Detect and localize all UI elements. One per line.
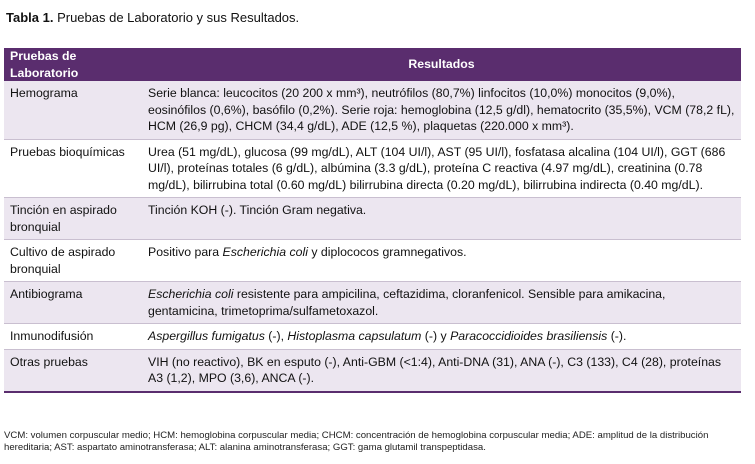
table-row [4,349,741,392]
table-row [4,139,741,198]
caption-label: Tabla 1. [6,10,54,25]
table-row [4,282,741,324]
table-row [4,324,741,350]
test-result: Urea (51 mg/dL), glucosa (99 mg/dL), ALT (104 UI/l), AST (95 UI/l), fosfatasa alcalina (104 UI/l), GGT (686 UI/l), proteínas totales (6 g/dL), albúmina (3.3 g/dL), proteína C reactiva (4.97 mg/dL), creatinina (0.78 mg/dL), bilirrubina total (0.60 mg/dL) bilirrubina directa (0.20 mg/dL), bilirrubina indirecta (0.40 mg/dL). [142,139,741,198]
test-result: VIH (no reactivo), BK en esputo (-), Anti-GBM (<1:4), Anti-DNA (31), ANA (-), C3 (133), C4 (28), proteínas A3 (1,2), MPO (3,6), ANCA (-). [142,349,741,392]
test-name: Antibiograma [4,282,142,324]
table-row [4,240,741,282]
organism-name: Histoplasma capsulatum [287,329,422,343]
table-footnote: VCM: volumen corpuscular medio; HCM: hemoglobina corpuscular media; CHCM: concentración de hemoglobina corpuscular media; ADE: amplitud de la distribución hereditaria; AST: aspartato aminotransferasa; ALT: alanina aminotransferasa; GGT: gama glutamil transpeptidasa. [4,430,709,453]
header-results: Resultados [142,48,741,81]
test-result [142,240,741,282]
test-name: Inmunodifusión [4,324,142,350]
organism-name: Aspergillus fumigatus [148,329,265,343]
table-header-row [4,48,741,81]
result-text: (-). [607,329,627,343]
table-caption [6,10,299,25]
result-text: y diplococos gramnegativos. [307,245,467,259]
test-name: Cultivo de aspirado bronquial [4,240,142,282]
caption-text: Pruebas de Laboratorio y sus Resultados. [53,10,300,25]
test-name: Hemograma [4,81,142,139]
test-name: Tinción en aspirado bronquial [4,198,142,240]
result-text: Positivo para [148,245,223,259]
test-name: Otras pruebas [4,349,142,392]
organism-name: Paracoccidioides brasiliensis [450,329,608,343]
test-result [142,324,741,350]
table-row [4,198,741,240]
result-text: (-) y [421,329,451,343]
test-result [142,282,741,324]
result-text: (-), [264,329,288,343]
test-result: Serie blanca: leucocitos (20 200 x mm³), neutrófilos (80,7%) linfocitos (10,0%) monocitos (9,0%), eosinófilos (0,6%), basófilo (0,2%). Serie roja: hemoglobina (12,5 g/dl), hematocrito (35,5%), VCM (78,2 fL), HCM (26,9 pg), CHCM (34,4 g/dL), ADE (12,5 %), plaquetas (220.000 x mm³). [142,81,741,139]
organism-name: Escherichia coli [148,287,234,301]
test-result: Tinción KOH (-). Tinción Gram negativa. [142,198,741,240]
header-tests: Pruebas de Laboratorio [4,48,142,81]
organism-name: Escherichia coli [222,245,308,259]
test-name: Pruebas bioquímicas [4,139,142,198]
lab-results-table [4,48,741,393]
table-row [4,81,741,139]
result-text: resistente para ampicilina, ceftazidima, cloranfenicol. Sensible para amikacina, gentamicina, trimetoprima/sulfametoxazol. [148,287,666,318]
